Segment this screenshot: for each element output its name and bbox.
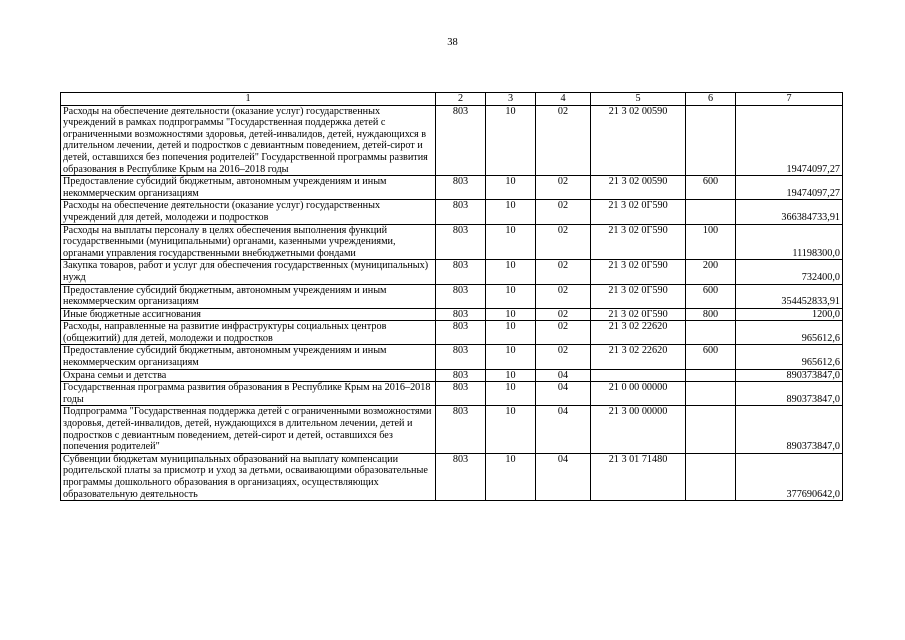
- table-row: [61, 308, 843, 321]
- table-row: [61, 260, 843, 284]
- expense-name-cell: Предоставление субсидий бюджетным, автономным учреждениям и иным некоммерческим организациям: [61, 345, 436, 369]
- amount-value: 1200,0: [811, 308, 840, 320]
- amount-cell: [736, 406, 843, 453]
- table-row: [61, 369, 843, 382]
- target-article-cell: 21 3 02 22620: [591, 321, 686, 345]
- expense-name-cell: Расходы на обеспечение деятельности (оказание услуг) государственных учреждений в рамках подпрограммы "Государственная поддержка детей с ограниченными возможностями здоровья, детей-инвалидов, детей, нуждающихся в длительном лечении, детей и подростков с девиантным поведением, детей-сирот и детей, оставшихся без попечения родителей" Государственной программы развития образования в Республике Крым на 2016–2018 годы: [61, 105, 436, 176]
- target-article-cell: 21 3 00 00000: [591, 406, 686, 453]
- section-code-cell: 10: [486, 200, 536, 224]
- column-header: 5: [591, 93, 686, 106]
- section-code-cell: 10: [486, 345, 536, 369]
- amount-cell: [736, 453, 843, 500]
- budget-table: [60, 92, 843, 501]
- gov-code-cell: 803: [436, 105, 486, 176]
- gov-code-cell: 803: [436, 321, 486, 345]
- target-article-cell: 21 3 02 22620: [591, 345, 686, 369]
- expense-name-cell: Подпрограмма "Государственная поддержка детей с ограниченными возможностями здоровья, детей-инвалидов, детей, нуждающихся в длительном лечении, детей и подростков с девиантным поведением, детей-сирот и детей, оставшихся без попечения родителей": [61, 406, 436, 453]
- table-row: [61, 382, 843, 406]
- amount-cell: [736, 200, 843, 224]
- target-article-cell: 21 3 02 0Г590: [591, 284, 686, 308]
- section-code-cell: 10: [486, 453, 536, 500]
- amount-value: 354452833,91: [781, 296, 840, 308]
- subsection-code-cell: 02: [536, 260, 591, 284]
- table-row: [61, 200, 843, 224]
- amount-value: 19474097,27: [786, 163, 840, 175]
- subsection-code-cell: 02: [536, 224, 591, 260]
- expense-type-cell: 600: [686, 284, 736, 308]
- table-row: [61, 284, 843, 308]
- expense-type-cell: [686, 105, 736, 176]
- target-article-cell: 21 3 02 0Г590: [591, 200, 686, 224]
- expense-name-cell: Охрана семьи и детства: [61, 369, 436, 382]
- target-article-cell: 21 3 01 71480: [591, 453, 686, 500]
- target-article-cell: 21 0 00 00000: [591, 382, 686, 406]
- section-code-cell: 10: [486, 105, 536, 176]
- amount-value: 366384733,91: [781, 211, 840, 223]
- subsection-code-cell: 02: [536, 321, 591, 345]
- section-code-cell: 10: [486, 224, 536, 260]
- subsection-code-cell: 04: [536, 382, 591, 406]
- amount-value: 965612,6: [801, 332, 840, 344]
- table-row: [61, 224, 843, 260]
- expense-type-cell: 600: [686, 345, 736, 369]
- section-code-cell: 10: [486, 406, 536, 453]
- amount-value: 890373847,0: [786, 393, 840, 405]
- column-header: 6: [686, 93, 736, 106]
- column-header: 7: [736, 93, 843, 106]
- column-header: 3: [486, 93, 536, 106]
- expense-name-cell: Иные бюджетные ассигнования: [61, 308, 436, 321]
- target-article-cell: [591, 369, 686, 382]
- amount-cell: [736, 260, 843, 284]
- section-code-cell: 10: [486, 260, 536, 284]
- amount-cell: [736, 105, 843, 176]
- subsection-code-cell: 02: [536, 200, 591, 224]
- expense-type-cell: [686, 453, 736, 500]
- subsection-code-cell: 02: [536, 308, 591, 321]
- gov-code-cell: 803: [436, 382, 486, 406]
- target-article-cell: 21 3 02 0Г590: [591, 260, 686, 284]
- section-code-cell: 10: [486, 369, 536, 382]
- gov-code-cell: 803: [436, 224, 486, 260]
- section-code-cell: 10: [486, 176, 536, 200]
- amount-value: 965612,6: [801, 357, 840, 369]
- gov-code-cell: 803: [436, 200, 486, 224]
- subsection-code-cell: 02: [536, 105, 591, 176]
- subsection-code-cell: 04: [536, 453, 591, 500]
- expense-name-cell: Предоставление субсидий бюджетным, автономным учреждениям и иным некоммерческим организациям: [61, 176, 436, 200]
- expense-type-cell: [686, 321, 736, 345]
- expense-type-cell: [686, 406, 736, 453]
- subsection-code-cell: 02: [536, 176, 591, 200]
- amount-cell: [736, 345, 843, 369]
- amount-value: 890373847,0: [786, 441, 840, 453]
- amount-cell: [736, 369, 843, 382]
- expense-type-cell: [686, 369, 736, 382]
- amount-value: 377690642,0: [786, 488, 840, 500]
- gov-code-cell: 803: [436, 308, 486, 321]
- expense-type-cell: [686, 200, 736, 224]
- amount-cell: [736, 176, 843, 200]
- section-code-cell: 10: [486, 321, 536, 345]
- subsection-code-cell: 02: [536, 345, 591, 369]
- expense-name-cell: Закупка товаров, работ и услуг для обеспечения государственных (муниципальных) нужд: [61, 260, 436, 284]
- amount-cell: [736, 382, 843, 406]
- table-row: [61, 345, 843, 369]
- gov-code-cell: 803: [436, 406, 486, 453]
- column-header: 4: [536, 93, 591, 106]
- section-code-cell: 10: [486, 284, 536, 308]
- target-article-cell: 21 3 02 0Г590: [591, 308, 686, 321]
- page-number: 38: [447, 37, 458, 48]
- gov-code-cell: 803: [436, 284, 486, 308]
- target-article-cell: 21 3 02 00590: [591, 105, 686, 176]
- subsection-code-cell: 04: [536, 406, 591, 453]
- subsection-code-cell: 02: [536, 284, 591, 308]
- table-row: [61, 406, 843, 453]
- target-article-cell: 21 3 02 00590: [591, 176, 686, 200]
- table-header-row: [61, 93, 843, 106]
- gov-code-cell: 803: [436, 176, 486, 200]
- amount-value: 11198300,0: [792, 247, 840, 259]
- expense-type-cell: 200: [686, 260, 736, 284]
- expense-name-cell: Расходы на обеспечение деятельности (оказание услуг) государственных учреждений для детей, молодежи и подростков: [61, 200, 436, 224]
- gov-code-cell: 803: [436, 345, 486, 369]
- expense-type-cell: 800: [686, 308, 736, 321]
- amount-cell: [736, 224, 843, 260]
- gov-code-cell: 803: [436, 453, 486, 500]
- gov-code-cell: 803: [436, 260, 486, 284]
- expense-name-cell: Государственная программа развития образования в Республике Крым на 2016–2018 годы: [61, 382, 436, 406]
- amount-value: 19474097,27: [786, 187, 840, 199]
- table-row: [61, 321, 843, 345]
- section-code-cell: 10: [486, 382, 536, 406]
- expense-name-cell: Субвенции бюджетам муниципальных образований на выплату компенсации родительской платы за присмотр и уход за детьми, осваивающими образовательные программы дошкольного образования в организациях, осуществляющих образовательную деятельность: [61, 453, 436, 500]
- column-header: 2: [436, 93, 486, 106]
- amount-cell: [736, 308, 843, 321]
- column-header: 1: [61, 93, 436, 106]
- amount-cell: [736, 321, 843, 345]
- amount-value: 890373847,0: [786, 369, 840, 381]
- expense-name-cell: Расходы, направленные на развитие инфраструктуры социальных центров (общежитий) для детей, молодежи и подростков: [61, 321, 436, 345]
- subsection-code-cell: 04: [536, 369, 591, 382]
- expense-type-cell: 100: [686, 224, 736, 260]
- table-row: [61, 453, 843, 500]
- expense-type-cell: 600: [686, 176, 736, 200]
- table-row: [61, 105, 843, 176]
- amount-value: 732400,0: [801, 271, 840, 283]
- table-row: [61, 176, 843, 200]
- amount-cell: [736, 284, 843, 308]
- gov-code-cell: 803: [436, 369, 486, 382]
- expense-name-cell: Предоставление субсидий бюджетным, автономным учреждениям и иным некоммерческим организациям: [61, 284, 436, 308]
- expense-name-cell: Расходы на выплаты персоналу в целях обеспечения выполнения функций государственными (муниципальными) органами, казенными учреждениями, органами управления государственными внебюджетными фондами: [61, 224, 436, 260]
- expense-type-cell: [686, 382, 736, 406]
- target-article-cell: 21 3 02 0Г590: [591, 224, 686, 260]
- section-code-cell: 10: [486, 308, 536, 321]
